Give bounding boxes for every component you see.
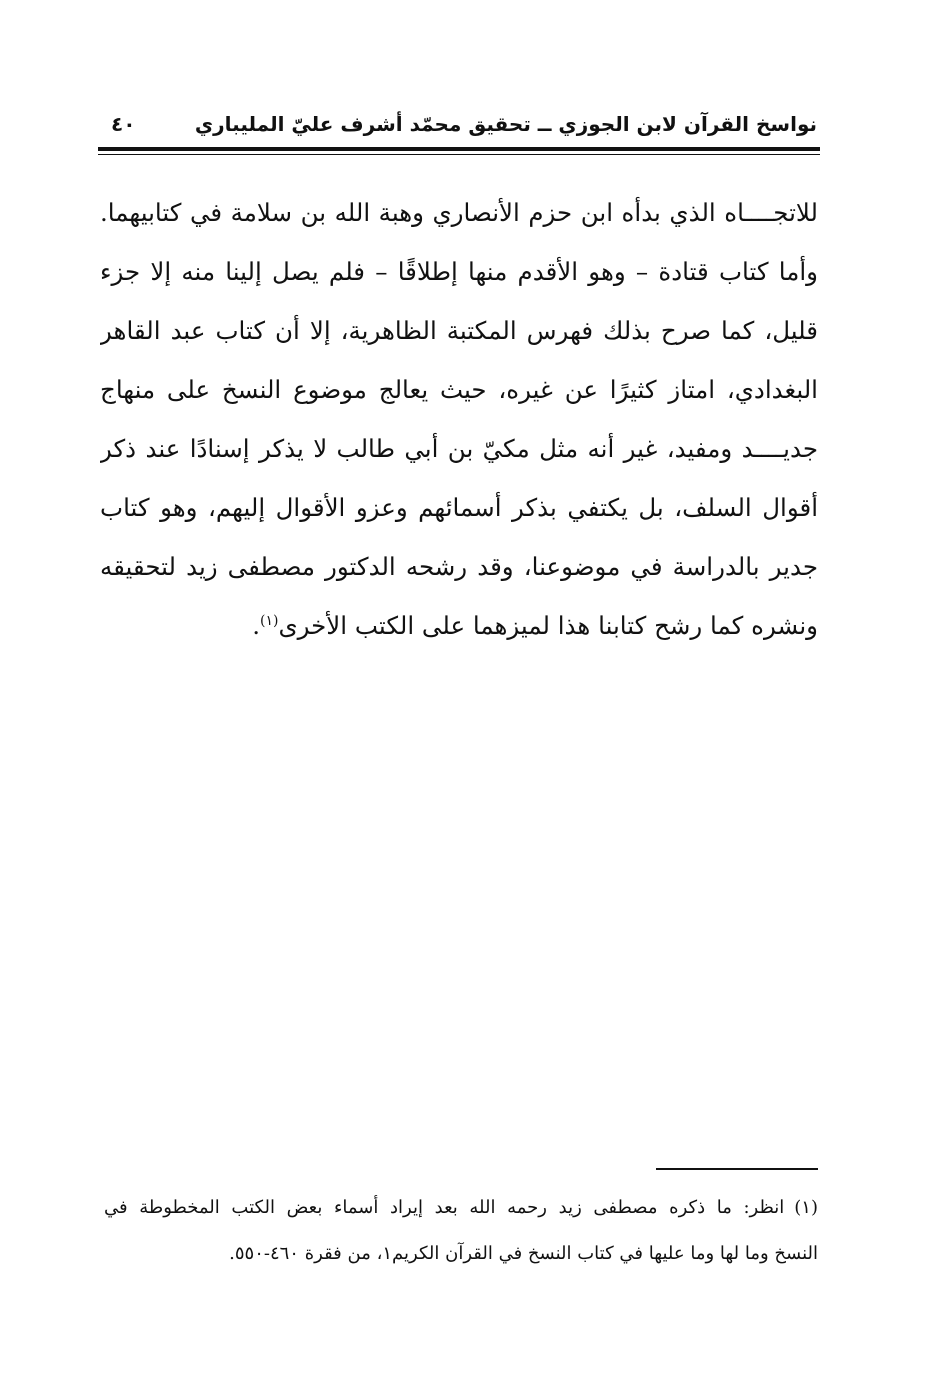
- body-line: البغدادي، امتاز كثيرًا عن غيره، حيث يعالج موضوع النسخ على منهاج: [100, 375, 818, 404]
- body-last-line-text: ونشره كما رشح كتابنا هذا لميزهما على الكتب الأخرى: [278, 611, 818, 640]
- header-rule-thick: [98, 147, 820, 151]
- footnote-reference[interactable]: (١): [260, 612, 279, 629]
- body-last-line-end: .: [252, 611, 260, 640]
- footnote-separator: [656, 1168, 818, 1170]
- body-line: جدير بالدراسة في موضوعنا، وقد رشحه الدكتور مصطفى زيد لتحقيقه: [100, 552, 818, 581]
- body-line: جديــــد ومفيد، غير أنه مثل مكيّ بن أبي طالب لا يذكر إسنادًا عند ذكر: [100, 434, 818, 463]
- footnotes: [104, 1185, 818, 1277]
- body-paragraph: [100, 183, 818, 655]
- footnote-text-1: انظر: ما ذكره مصطفى زيد رحمه الله بعد إيراد أسماء بعض الكتب المخطوطة في: [104, 1197, 785, 1218]
- body-line: قليل، كما صرح بذلك فهرس المكتبة الظاهرية، إلا أن كتاب عبد القاهر: [100, 316, 818, 345]
- footnote-marker: (١): [794, 1197, 818, 1218]
- footnote-line-2: النسخ وما لها وما عليها في كتاب النسخ في القرآن الكريم١، من فقرة ٤٦٠-٥٥٠.: [229, 1243, 818, 1264]
- header-rule-thin: [98, 154, 820, 155]
- footnote-line: [104, 1185, 818, 1231]
- header-title: نواسخ القرآن لابن الجوزي ــ تحقيق محمّد أشرف عليّ المليباري: [194, 112, 817, 136]
- running-header: [105, 108, 817, 148]
- body-line: أقوال السلف، بل يكتفي بذكر أسمائهم وعزو الأقوال إليهم، وهو كتاب: [100, 493, 818, 522]
- body-line-last: [100, 596, 818, 655]
- body-line: للاتجــــاه الذي بدأه ابن حزم الأنصاري وهبة الله بن سلامة في كتابيهما.: [100, 198, 818, 227]
- body-line: وأما كتاب قتادة – وهو الأقدم منها إطلاقًا – فلم يصل إلينا منه إلا جزء: [100, 257, 818, 286]
- page-number: ٤٠: [111, 112, 136, 136]
